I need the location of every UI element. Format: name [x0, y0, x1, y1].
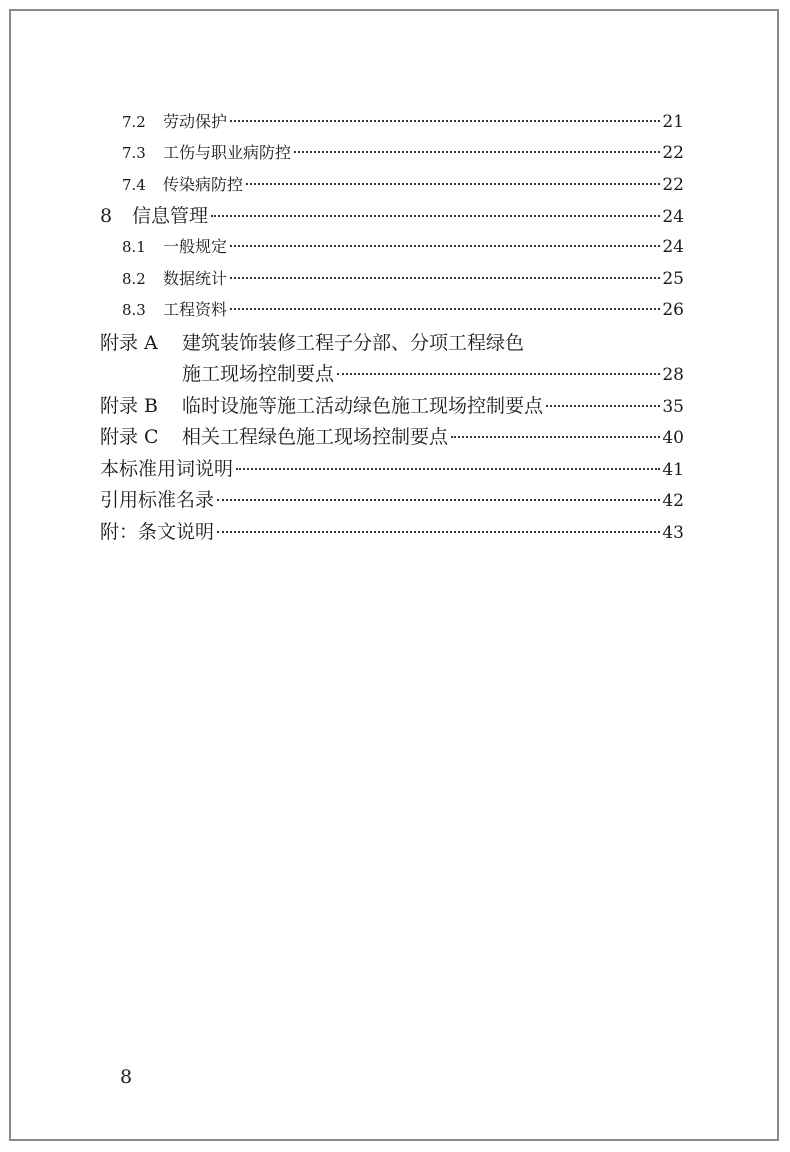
toc-entry-appendix-c[interactable]	[100, 422, 684, 449]
section-number: 8.3	[122, 301, 146, 319]
leader-dots	[230, 120, 660, 122]
chapter-number: 8	[100, 205, 113, 227]
toc-entry-8[interactable]	[100, 201, 684, 228]
page-ref: 22	[662, 175, 684, 195]
page-ref: 26	[662, 300, 684, 320]
page-ref: 28	[662, 365, 684, 385]
section-title: 一般规定	[163, 237, 228, 256]
appendix-title: 相关工程绿色施工现场控制要点	[182, 426, 449, 448]
page-ref: 24	[662, 237, 684, 257]
leader-dots	[230, 308, 660, 310]
page-ref: 21	[662, 112, 684, 132]
section-number: 7.2	[122, 113, 146, 131]
appendix-number: 附录 B	[100, 395, 159, 417]
page-ref: 24	[662, 207, 684, 227]
page-ref: 35	[662, 397, 684, 417]
leader-dots	[294, 151, 660, 153]
toc-entry-terms[interactable]	[100, 454, 684, 481]
toc-entry-8-1[interactable]	[122, 234, 684, 257]
section-title: 数据统计	[163, 269, 228, 288]
appendix-number: 附录 C	[100, 426, 159, 448]
entry-title: 本标准用词说明	[100, 458, 234, 480]
toc-entry-8-2[interactable]	[122, 266, 684, 289]
page-ref: 43	[662, 523, 684, 543]
toc-entry-7-4[interactable]	[122, 172, 684, 195]
toc-entry-appendix-a-line2[interactable]	[182, 359, 684, 386]
section-title: 传染病防控	[163, 175, 244, 194]
section-number: 7.3	[122, 144, 146, 162]
page-ref: 25	[662, 269, 684, 289]
section-title: 工伤与职业病防控	[163, 143, 292, 162]
leader-dots	[246, 183, 660, 185]
leader-dots	[230, 245, 660, 247]
leader-dots	[211, 215, 660, 217]
toc-entry-8-3[interactable]	[122, 297, 684, 320]
appendix-number: 附录 A	[100, 332, 158, 354]
leader-dots	[236, 468, 660, 470]
section-title: 劳动保护	[163, 112, 228, 131]
leader-dots	[230, 277, 660, 279]
appendix-title-continued: 施工现场控制要点	[182, 363, 335, 385]
section-number: 8.2	[122, 270, 146, 288]
section-number: 7.4	[122, 176, 146, 194]
chapter-title: 信息管理	[132, 205, 209, 227]
entry-title: 引用标准名录	[100, 489, 215, 511]
page-ref: 41	[662, 460, 684, 480]
leader-dots	[217, 499, 660, 501]
leader-dots	[451, 436, 660, 438]
page-ref: 42	[662, 491, 684, 511]
toc-entry-explanation[interactable]	[100, 517, 684, 544]
page-ref: 22	[662, 143, 684, 163]
toc-entry-appendix-b[interactable]	[100, 391, 684, 418]
toc-entry-7-2[interactable]	[122, 109, 684, 132]
leader-dots	[217, 531, 660, 533]
leader-dots	[546, 405, 660, 407]
section-number: 8.1	[122, 238, 146, 256]
section-title: 工程资料	[163, 300, 228, 319]
toc-entry-references[interactable]	[100, 485, 684, 512]
appendix-title: 建筑装饰装修工程子分部、分项工程绿色	[182, 332, 525, 354]
toc-entry-appendix-a-line1[interactable]	[100, 328, 684, 355]
page-number: 8	[120, 1066, 133, 1088]
entry-title: 附：条文说明	[100, 521, 215, 543]
appendix-title: 临时设施等施工活动绿色施工现场控制要点	[182, 395, 544, 417]
leader-dots	[337, 373, 660, 375]
toc-entry-7-3[interactable]	[122, 140, 684, 163]
page-ref: 40	[662, 428, 684, 448]
